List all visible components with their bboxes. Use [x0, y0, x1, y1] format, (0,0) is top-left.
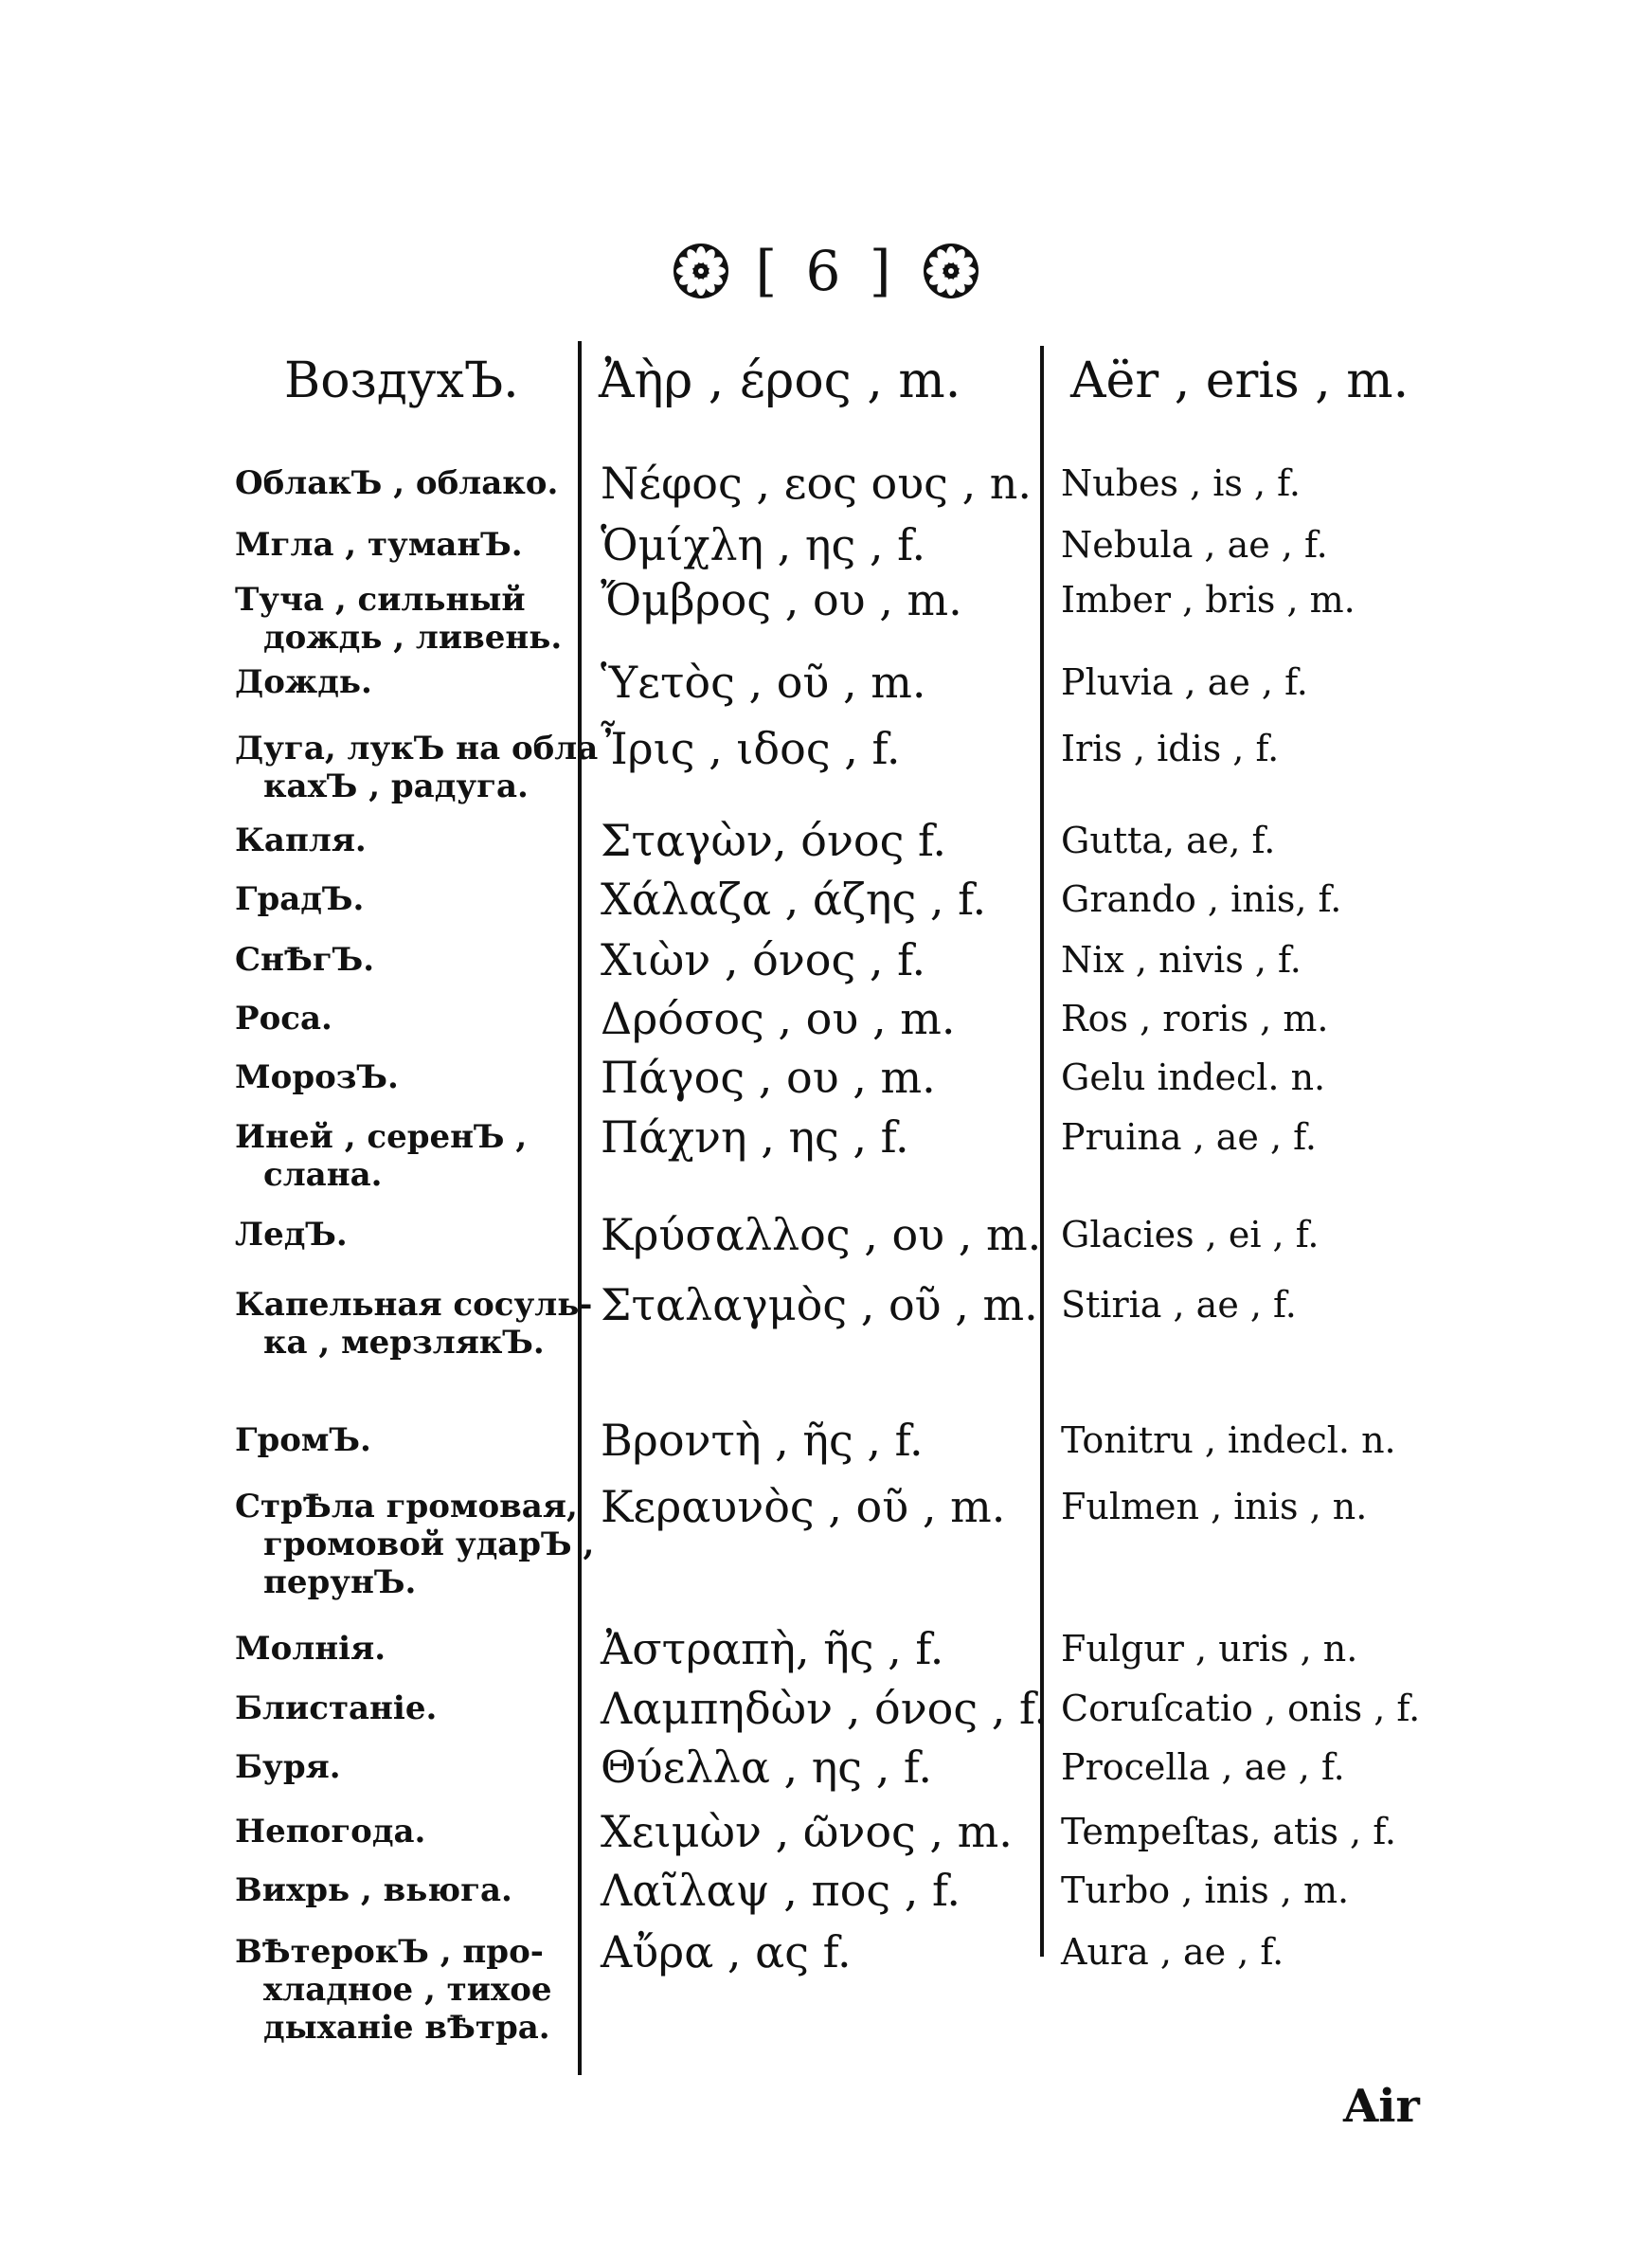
russian-term-line: Роса. [235, 1000, 332, 1038]
latin-term: Nebula , ae , f. [1061, 524, 1328, 566]
column-heading-russian: ВоздухЪ. [284, 352, 519, 409]
latin-term: Tonitru , indecl. n. [1061, 1419, 1396, 1461]
russian-term-line: ка , мерзлякЪ. [263, 1324, 545, 1362]
latin-term: Iris , idis , f. [1061, 728, 1280, 769]
russian-term [235, 581, 562, 657]
russian-term [235, 730, 598, 805]
russian-term-line: слана. [263, 1156, 383, 1194]
russian-term-line: ВѢтерокЪ , про- [235, 1933, 544, 1971]
greek-term: Δρόσος , ου , m. [601, 993, 956, 1044]
russian-term-line: ГромЪ. [235, 1421, 371, 1459]
latin-term: Coruſcatio , onis , f. [1061, 1688, 1421, 1729]
russian-term [235, 1058, 399, 1096]
russian-term-line: Мгла , туманЪ. [235, 526, 523, 564]
russian-term-line: СнѢгЪ. [235, 941, 375, 979]
latin-term: Grando , inis, f. [1061, 878, 1342, 920]
russian-term [235, 1286, 592, 1362]
russian-term-line: ГрадЪ. [235, 880, 365, 918]
greek-term: Χάλαζα , άζης , f. [601, 874, 987, 925]
russian-term [235, 663, 372, 701]
russian-term [235, 1118, 527, 1194]
russian-term-line: дыханіе вѢтра. [263, 2009, 550, 2047]
russian-term [235, 1748, 341, 1786]
greek-term: Ὄμβρος , ου , m. [601, 574, 962, 625]
russian-term-line: Туча , сильный [235, 581, 526, 619]
russian-term [235, 1000, 332, 1038]
russian-term [235, 526, 523, 564]
latin-term: Nubes , is , f. [1061, 462, 1301, 504]
russian-term [235, 1933, 552, 2047]
russian-term-line: кахЪ , радуга. [263, 767, 529, 805]
greek-term: Λαμπηδὼν , όνος , f. [601, 1683, 1048, 1734]
rosette-ornament-icon [922, 242, 980, 300]
column-heading-greek: Ἀὴρ , έρος , m. [599, 352, 961, 409]
column-heading-latin: Aër , eris , m. [1070, 352, 1410, 409]
russian-term-line: Блистаніе. [235, 1689, 438, 1727]
latin-term: Pluvia , ae , f. [1061, 661, 1308, 703]
greek-term: Κεραυνὸς , οῦ , m. [601, 1481, 1006, 1532]
russian-term-line: Непогода. [235, 1813, 426, 1851]
russian-term-line: Иней , серенЪ , [235, 1118, 528, 1156]
russian-term-line: перунЪ. [263, 1563, 417, 1601]
russian-term-line: СтрѢла громовая, [235, 1488, 578, 1526]
russian-term-line: Вихрь , вьюга. [235, 1871, 512, 1909]
russian-term-line: Капельная сосуль- [235, 1286, 593, 1324]
latin-term: Glacies , ei , f. [1061, 1214, 1320, 1255]
russian-term [235, 1488, 594, 1601]
column-divider-left [578, 341, 582, 2075]
russian-term-line: ОблакЪ , облако. [235, 464, 559, 502]
russian-term [235, 1630, 386, 1668]
latin-term: Imber , bris , m. [1061, 579, 1356, 621]
catchword: Air [1343, 2080, 1420, 2133]
greek-term: Λαῖλαψ , πος , f. [601, 1865, 961, 1916]
russian-term [235, 941, 374, 979]
latin-term: Turbo , inis , m. [1061, 1869, 1350, 1911]
latin-term: Tempeſtas, atis , f. [1061, 1811, 1396, 1852]
greek-term: Πάγος , ου , m. [601, 1052, 936, 1103]
russian-term-line: Молнія. [235, 1630, 386, 1668]
russian-term-line: громовой ударЪ , [263, 1526, 595, 1563]
greek-term: Χιὼν , όνος , f. [601, 934, 926, 985]
rosette-ornament-icon [672, 242, 730, 300]
russian-term [235, 1871, 512, 1909]
latin-term: Fulgur , uris , n. [1061, 1628, 1358, 1670]
greek-term: Ὑετὸς , οῦ , m. [601, 657, 926, 708]
russian-term [235, 464, 558, 502]
russian-term [235, 1216, 348, 1254]
greek-term: Χειμὼν , ῶνος , m. [601, 1806, 1013, 1857]
greek-term: Ἀστραπὴ, ῆς , f. [601, 1623, 944, 1674]
russian-term-line: хладное , тихое [263, 1971, 552, 2009]
russian-term [235, 822, 367, 859]
greek-term: Σταγὼν, όνος f. [601, 815, 946, 866]
russian-term [235, 1421, 371, 1459]
latin-term: Aura , ae , f. [1061, 1931, 1284, 1973]
latin-term: Ros , roris , m. [1061, 998, 1329, 1039]
greek-term: Βροντὴ , ῆς , f. [601, 1415, 924, 1466]
latin-term: Gutta, ae, f. [1061, 820, 1276, 861]
latin-term: Procella , ae , f. [1061, 1746, 1345, 1788]
russian-term [235, 880, 364, 918]
greek-term: Ἶρις , ιδος , f. [601, 723, 901, 774]
russian-term-line: Дуга, лукЪ на обла [235, 730, 599, 767]
russian-term-line: Капля. [235, 822, 367, 859]
russian-term-line: дождь , ливень. [263, 619, 563, 657]
russian-term-line: Буря. [235, 1748, 341, 1786]
page-number: [ 6 ] [755, 239, 897, 303]
russian-term [235, 1689, 437, 1727]
greek-term: Νέφος , εος ους , n. [601, 458, 1032, 509]
russian-term-line: МорозЪ. [235, 1058, 399, 1096]
latin-term: Pruina , ae , f. [1061, 1116, 1317, 1158]
page-header [0, 239, 1652, 303]
greek-term: Πάχνη , ης , f. [601, 1111, 909, 1163]
russian-term-line: ЛедЪ. [235, 1216, 348, 1254]
greek-term: Σταλαγμὸς , οῦ , m. [601, 1279, 1038, 1330]
latin-term: Stiria , ae , f. [1061, 1284, 1297, 1326]
russian-term [235, 1813, 425, 1851]
latin-term: Nix , nivis , f. [1061, 939, 1302, 981]
greek-term: Κρύσαλλος , ου , m. [601, 1209, 1042, 1260]
latin-term: Fulmen , inis , n. [1061, 1486, 1368, 1527]
latin-term: Gelu indecl. n. [1061, 1056, 1326, 1098]
greek-term: Αὔρα , ας f. [601, 1926, 852, 1977]
greek-term: Ὁμίχλη , ης , f. [601, 519, 926, 570]
russian-term-line: Дождь. [235, 663, 372, 701]
greek-term: Θύελλα , ης , f. [601, 1742, 932, 1793]
